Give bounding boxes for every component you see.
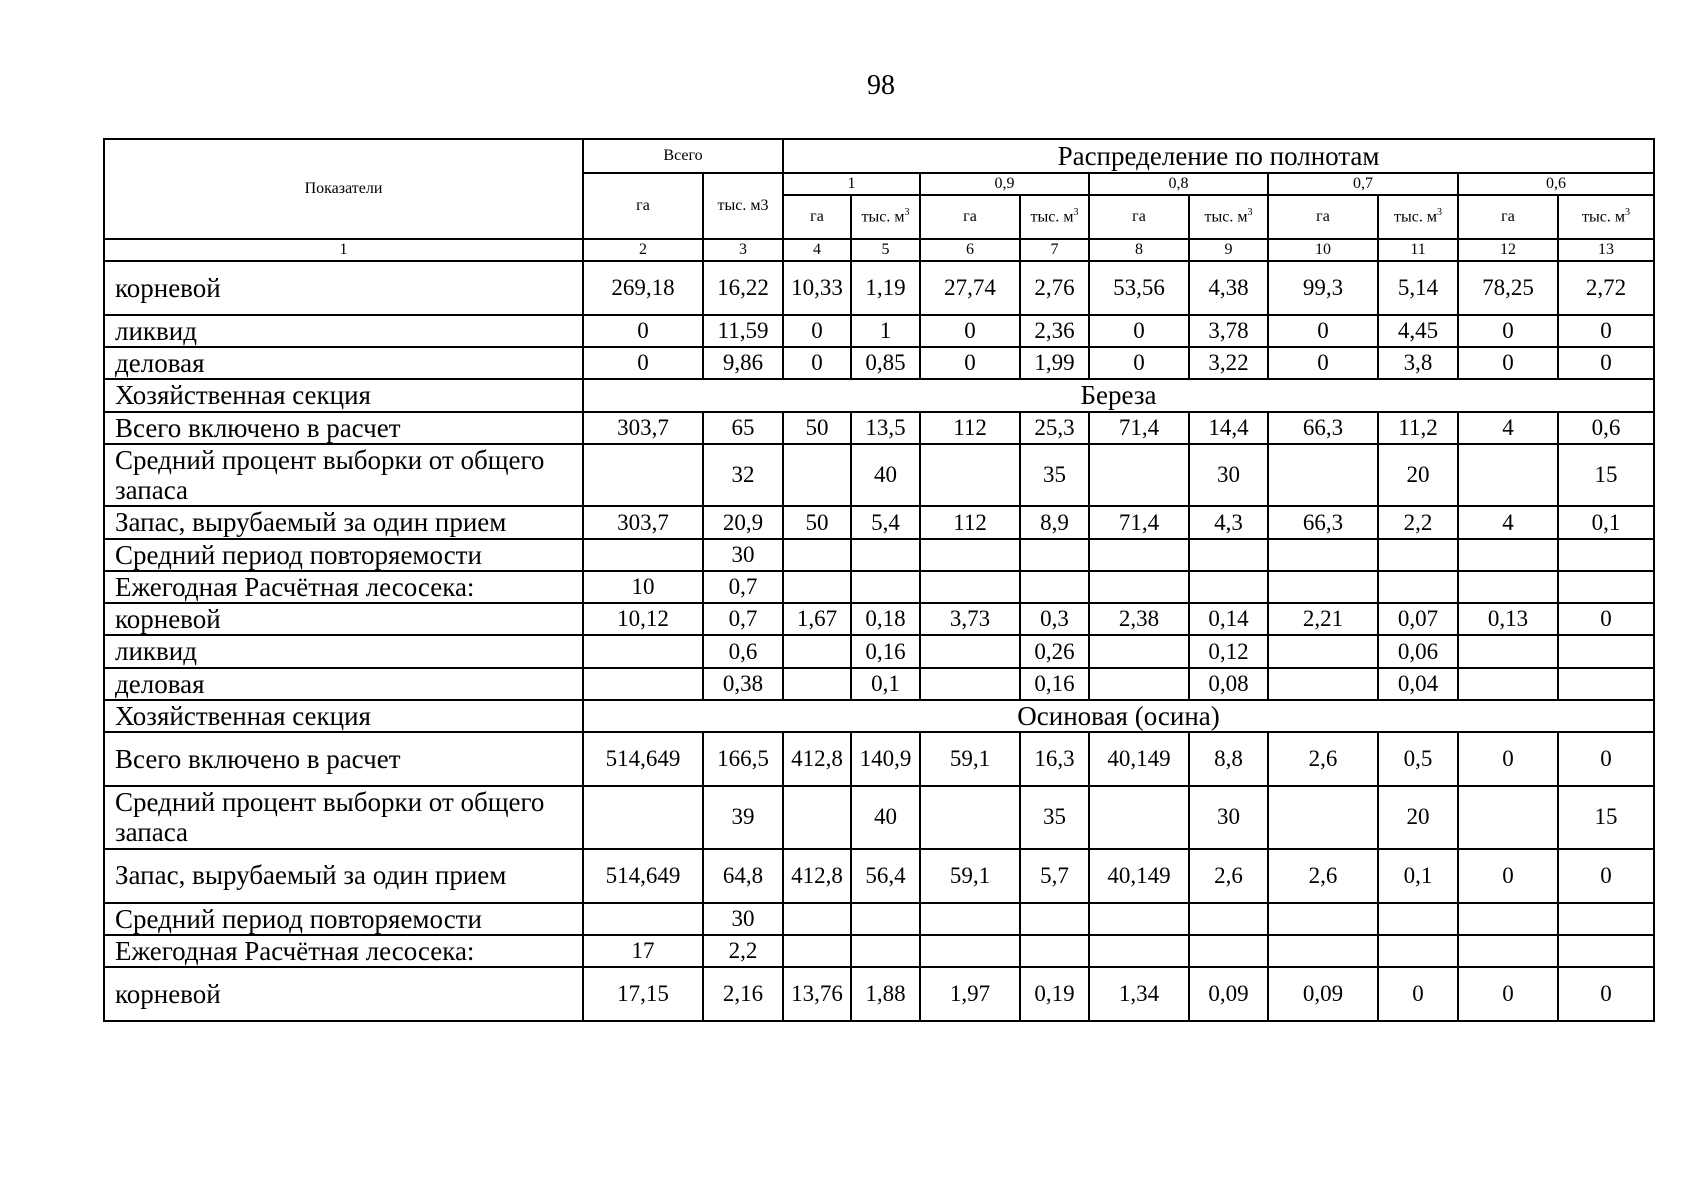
table-row — [104, 849, 1654, 903]
row-label: корневой — [104, 603, 583, 635]
table-cell: 0 — [1558, 347, 1654, 379]
table-cell: 20 — [1378, 444, 1458, 506]
header-total-m3: тыс. м3 — [703, 173, 783, 239]
col-number: 9 — [1189, 239, 1268, 261]
table-cell: 0 — [583, 315, 703, 347]
table-cell: 2,2 — [703, 935, 783, 967]
row-label: Запас, вырубаемый за один прием — [104, 849, 583, 903]
row-label: Ежегодная Расчётная лесосека: — [104, 935, 583, 967]
table-cell: 0 — [1458, 849, 1558, 903]
table-cell — [1458, 571, 1558, 603]
table-cell: 78,25 — [1458, 261, 1558, 315]
table-cell — [1378, 571, 1458, 603]
header-density-06: 0,6 — [1458, 173, 1654, 195]
table-cell: 0,09 — [1189, 967, 1268, 1021]
table-cell — [583, 786, 703, 848]
table-cell — [920, 539, 1020, 571]
table-cell: 0,07 — [1378, 603, 1458, 635]
table-cell: 17 — [583, 935, 703, 967]
table-cell: 112 — [920, 412, 1020, 444]
table-cell: 5,4 — [851, 506, 920, 538]
table-cell — [1458, 668, 1558, 700]
table-cell — [1558, 903, 1654, 935]
unit-m3-text: тыс. м — [861, 208, 905, 226]
table-cell: 2,2 — [1378, 506, 1458, 538]
table-cell — [783, 668, 851, 700]
table-cell: 2,21 — [1268, 603, 1378, 635]
table-cell: 0,09 — [1268, 967, 1378, 1021]
table-cell: 2,6 — [1268, 849, 1378, 903]
table-cell — [783, 786, 851, 848]
table-cell: 2,16 — [703, 967, 783, 1021]
header-unit-m3 — [1378, 195, 1458, 239]
table-cell: 0,13 — [1458, 603, 1558, 635]
table-cell — [1020, 539, 1089, 571]
table-row — [104, 668, 1654, 700]
table-cell: 412,8 — [783, 732, 851, 786]
table-cell: 0,16 — [1020, 668, 1089, 700]
table-cell: 30 — [1189, 444, 1268, 506]
table-cell — [1558, 635, 1654, 667]
table-cell: 1,67 — [783, 603, 851, 635]
table-cell: 65 — [703, 412, 783, 444]
header-density-08: 0,8 — [1089, 173, 1268, 195]
header-unit-ha: га — [920, 195, 1020, 239]
section-row — [104, 379, 1654, 411]
row-label: Всего включено в расчет — [104, 732, 583, 786]
table-cell: 39 — [703, 786, 783, 848]
table-cell — [1268, 903, 1378, 935]
table-cell — [1458, 539, 1558, 571]
section-title: Береза — [583, 379, 1654, 411]
table-cell: 40,149 — [1089, 732, 1189, 786]
table-row — [104, 935, 1654, 967]
table-cell: 0 — [1458, 315, 1558, 347]
table-cell — [783, 903, 851, 935]
col-number: 5 — [851, 239, 920, 261]
table-cell — [920, 786, 1020, 848]
table-cell: 10,33 — [783, 261, 851, 315]
col-number: 3 — [703, 239, 783, 261]
table-cell: 50 — [783, 506, 851, 538]
table-cell: 3,8 — [1378, 347, 1458, 379]
table-cell: 2,36 — [1020, 315, 1089, 347]
table-cell: 2,6 — [1189, 849, 1268, 903]
table-cell: 25,3 — [1020, 412, 1089, 444]
table-row — [104, 967, 1654, 1021]
table-cell: 0,85 — [851, 347, 920, 379]
table-cell: 1,19 — [851, 261, 920, 315]
table-cell: 1,34 — [1089, 967, 1189, 1021]
table-cell — [1020, 571, 1089, 603]
table-cell — [783, 935, 851, 967]
table-cell — [583, 539, 703, 571]
table-cell — [920, 903, 1020, 935]
table-row — [104, 903, 1654, 935]
col-number: 13 — [1558, 239, 1654, 261]
table-cell: 3,73 — [920, 603, 1020, 635]
table-row — [104, 315, 1654, 347]
table-cell — [1020, 903, 1089, 935]
row-label: Ежегодная Расчётная лесосека: — [104, 571, 583, 603]
table-cell: 40,149 — [1089, 849, 1189, 903]
table-cell: 1 — [851, 315, 920, 347]
table-cell: 0,6 — [1558, 412, 1654, 444]
table-cell — [851, 935, 920, 967]
table-cell: 140,9 — [851, 732, 920, 786]
table-cell: 0,5 — [1378, 732, 1458, 786]
table-cell: 4 — [1458, 412, 1558, 444]
table-row — [104, 786, 1654, 848]
table-cell — [1020, 935, 1089, 967]
table-cell: 0,18 — [851, 603, 920, 635]
col-number: 8 — [1089, 239, 1189, 261]
table-cell: 8,9 — [1020, 506, 1089, 538]
unit-m3-sup: 3 — [1073, 207, 1079, 219]
row-label: Хозяйственная секция — [104, 379, 583, 411]
table-cell: 269,18 — [583, 261, 703, 315]
table-cell: 112 — [920, 506, 1020, 538]
table-cell — [1268, 635, 1378, 667]
section-row — [104, 700, 1654, 732]
header-unit-ha: га — [783, 195, 851, 239]
table-row — [104, 571, 1654, 603]
table-cell: 40 — [851, 444, 920, 506]
table-cell — [920, 668, 1020, 700]
header-distribution: Распределение по полнотам — [783, 139, 1654, 173]
table-cell: 0 — [1089, 315, 1189, 347]
table-cell: 0 — [920, 315, 1020, 347]
table-cell: 64,8 — [703, 849, 783, 903]
table-cell: 2,6 — [1268, 732, 1378, 786]
table-cell — [1268, 935, 1378, 967]
table-cell: 71,4 — [1089, 412, 1189, 444]
table-cell — [1378, 903, 1458, 935]
table-cell — [583, 635, 703, 667]
table-cell: 0 — [1458, 347, 1558, 379]
table-cell: 1,88 — [851, 967, 920, 1021]
table-cell: 166,5 — [703, 732, 783, 786]
table-cell — [583, 444, 703, 506]
table-cell — [783, 444, 851, 506]
header-density-1: 1 — [783, 173, 920, 195]
table-row — [104, 732, 1654, 786]
table-cell — [1558, 935, 1654, 967]
table-cell: 0,16 — [851, 635, 920, 667]
table-cell: 0 — [1558, 967, 1654, 1021]
header-unit-m3 — [1558, 195, 1654, 239]
table-cell: 15 — [1558, 786, 1654, 848]
row-label: ликвид — [104, 315, 583, 347]
row-label: корневой — [104, 261, 583, 315]
section-title: Осиновая (осина) — [583, 700, 1654, 732]
col-number: 12 — [1458, 239, 1558, 261]
table-cell — [1089, 935, 1189, 967]
table-cell: 30 — [703, 539, 783, 571]
table-cell — [1458, 935, 1558, 967]
table-cell: 0 — [1378, 967, 1458, 1021]
table-cell: 3,78 — [1189, 315, 1268, 347]
table-cell — [1378, 935, 1458, 967]
table-cell: 56,4 — [851, 849, 920, 903]
col-number: 7 — [1020, 239, 1089, 261]
table-cell — [1268, 786, 1378, 848]
unit-m3-sup: 3 — [1437, 207, 1442, 219]
table-cell: 0 — [783, 347, 851, 379]
table-cell — [1558, 571, 1654, 603]
table-cell: 1,97 — [920, 967, 1020, 1021]
table-cell: 0,04 — [1378, 668, 1458, 700]
table-cell: 16,22 — [703, 261, 783, 315]
table-cell — [851, 571, 920, 603]
table-cell: 2,72 — [1558, 261, 1654, 315]
table-cell: 303,7 — [583, 412, 703, 444]
table-cell: 30 — [703, 903, 783, 935]
row-label: деловая — [104, 347, 583, 379]
table-cell — [1268, 444, 1378, 506]
table-cell: 0,38 — [703, 668, 783, 700]
table-cell: 53,56 — [1089, 261, 1189, 315]
table-cell: 40 — [851, 786, 920, 848]
table-cell: 35 — [1020, 444, 1089, 506]
unit-m3-text: тыс. м — [1394, 208, 1437, 226]
table-cell: 20,9 — [703, 506, 783, 538]
table-cell — [1089, 635, 1189, 667]
table-cell: 16,3 — [1020, 732, 1089, 786]
table-cell: 66,3 — [1268, 506, 1378, 538]
table-cell — [783, 635, 851, 667]
table-cell — [1458, 903, 1558, 935]
row-label: корневой — [104, 967, 583, 1021]
table-cell — [583, 903, 703, 935]
header-unit-m3 — [1189, 195, 1268, 239]
unit-m3-text: тыс. м — [1204, 208, 1248, 226]
table-row — [104, 603, 1654, 635]
table-row — [104, 539, 1654, 571]
row-label: ликвид — [104, 635, 583, 667]
table-cell: 0,12 — [1189, 635, 1268, 667]
table-cell: 0 — [783, 315, 851, 347]
table-cell — [1089, 668, 1189, 700]
table-cell: 0,1 — [1558, 506, 1654, 538]
table-cell: 0 — [1458, 732, 1558, 786]
header-indicators: Показатели — [104, 139, 583, 239]
table-cell: 514,649 — [583, 849, 703, 903]
table-cell — [920, 935, 1020, 967]
table-cell — [783, 571, 851, 603]
table-row — [104, 261, 1654, 315]
table-cell: 4,3 — [1189, 506, 1268, 538]
table-cell: 35 — [1020, 786, 1089, 848]
table-cell: 0,26 — [1020, 635, 1089, 667]
row-label: деловая — [104, 668, 583, 700]
col-number: 10 — [1268, 239, 1378, 261]
col-number: 4 — [783, 239, 851, 261]
header-total: Всего — [583, 139, 783, 173]
table-cell — [1189, 539, 1268, 571]
table-row — [104, 347, 1654, 379]
table-cell: 0,19 — [1020, 967, 1089, 1021]
table-cell: 412,8 — [783, 849, 851, 903]
table-cell: 71,4 — [1089, 506, 1189, 538]
table-cell — [851, 903, 920, 935]
unit-m3-sup: 3 — [1247, 207, 1253, 219]
table-cell: 0 — [1558, 603, 1654, 635]
table-cell: 0 — [1268, 347, 1378, 379]
table-cell: 0 — [1089, 347, 1189, 379]
table-cell: 2,76 — [1020, 261, 1089, 315]
table-cell: 4,45 — [1378, 315, 1458, 347]
table-cell — [1189, 571, 1268, 603]
table-cell — [1378, 539, 1458, 571]
table-cell — [1189, 935, 1268, 967]
table-cell — [1189, 903, 1268, 935]
table-cell: 4 — [1458, 506, 1558, 538]
table-cell — [1089, 786, 1189, 848]
table-cell — [920, 635, 1020, 667]
table-cell — [1268, 668, 1378, 700]
row-label: Всего включено в расчет — [104, 412, 583, 444]
table-cell: 59,1 — [920, 849, 1020, 903]
table-cell: 66,3 — [1268, 412, 1378, 444]
header-total-ha: га — [583, 173, 703, 239]
table-cell — [1268, 571, 1378, 603]
table-cell — [1458, 786, 1558, 848]
table-cell: 5,7 — [1020, 849, 1089, 903]
col-number: 11 — [1378, 239, 1458, 261]
table-cell — [1089, 539, 1189, 571]
table-cell — [1458, 635, 1558, 667]
table-cell: 99,3 — [1268, 261, 1378, 315]
table-row — [104, 506, 1654, 538]
table-cell: 303,7 — [583, 506, 703, 538]
table-cell: 0,7 — [703, 571, 783, 603]
table-cell: 30 — [1189, 786, 1268, 848]
table-cell: 0 — [1558, 732, 1654, 786]
table-cell — [1089, 903, 1189, 935]
table-cell: 0,7 — [703, 603, 783, 635]
row-label: Хозяйственная секция — [104, 700, 583, 732]
table-cell — [783, 539, 851, 571]
table-cell: 11,59 — [703, 315, 783, 347]
table-cell: 0 — [1558, 315, 1654, 347]
table-cell: 0 — [1268, 315, 1378, 347]
col-number: 2 — [583, 239, 703, 261]
header-density-09: 0,9 — [920, 173, 1089, 195]
header-unit-ha: га — [1458, 195, 1558, 239]
forest-allocation-table — [103, 138, 1655, 1022]
unit-m3-text: тыс. м — [1030, 208, 1074, 226]
table-cell: 5,14 — [1378, 261, 1458, 315]
table-cell: 0,6 — [703, 635, 783, 667]
table-cell: 0 — [1558, 849, 1654, 903]
table-cell — [920, 444, 1020, 506]
table-cell: 17,15 — [583, 967, 703, 1021]
table-cell: 514,649 — [583, 732, 703, 786]
table-cell: 10,12 — [583, 603, 703, 635]
table-cell: 15 — [1558, 444, 1654, 506]
table-cell: 50 — [783, 412, 851, 444]
table-cell: 0,06 — [1378, 635, 1458, 667]
table-cell: 10 — [583, 571, 703, 603]
table-cell — [1089, 444, 1189, 506]
table-cell — [1458, 444, 1558, 506]
row-label: Средний период повторяемости — [104, 539, 583, 571]
col-number: 1 — [104, 239, 583, 261]
table-cell: 0,3 — [1020, 603, 1089, 635]
table-cell: 13,5 — [851, 412, 920, 444]
table-cell — [1089, 571, 1189, 603]
page-number: 98 — [867, 70, 895, 101]
table-cell: 1,99 — [1020, 347, 1089, 379]
table-cell: 8,8 — [1189, 732, 1268, 786]
table-row — [104, 635, 1654, 667]
table-cell: 3,22 — [1189, 347, 1268, 379]
table-row — [104, 444, 1654, 506]
unit-m3-sup: 3 — [904, 207, 910, 219]
table-cell: 0,08 — [1189, 668, 1268, 700]
row-label: Запас, вырубаемый за один прием — [104, 506, 583, 538]
table-cell — [920, 571, 1020, 603]
header-unit-m3 — [1020, 195, 1089, 239]
table-cell: 2,38 — [1089, 603, 1189, 635]
table-cell: 59,1 — [920, 732, 1020, 786]
table-cell: 4,38 — [1189, 261, 1268, 315]
row-label: Средний процент выборки от общего запаса — [104, 444, 583, 506]
row-label: Средний процент выборки от общего запаса — [104, 786, 583, 848]
header-unit-m3 — [851, 195, 920, 239]
table-cell: 0 — [1458, 967, 1558, 1021]
table-cell: 0,1 — [851, 668, 920, 700]
row-label: Средний период повторяемости — [104, 903, 583, 935]
table-cell: 13,76 — [783, 967, 851, 1021]
table-cell: 0 — [583, 347, 703, 379]
table-cell — [1268, 539, 1378, 571]
table-cell — [1558, 539, 1654, 571]
unit-m3-text: тыс. м — [1582, 208, 1626, 226]
unit-m3-sup: 3 — [1625, 207, 1631, 219]
header-density-07: 0,7 — [1268, 173, 1458, 195]
table-cell: 14,4 — [1189, 412, 1268, 444]
table-cell — [1558, 668, 1654, 700]
table-cell: 0,1 — [1378, 849, 1458, 903]
table-cell — [583, 668, 703, 700]
header-unit-ha: га — [1089, 195, 1189, 239]
table-cell: 20 — [1378, 786, 1458, 848]
table-cell: 11,2 — [1378, 412, 1458, 444]
table-cell: 27,74 — [920, 261, 1020, 315]
table-cell: 0 — [920, 347, 1020, 379]
header-unit-ha: га — [1268, 195, 1378, 239]
col-number: 6 — [920, 239, 1020, 261]
table-cell: 0,14 — [1189, 603, 1268, 635]
table-cell — [851, 539, 920, 571]
table-row — [104, 412, 1654, 444]
table-cell: 32 — [703, 444, 783, 506]
table-cell: 9,86 — [703, 347, 783, 379]
